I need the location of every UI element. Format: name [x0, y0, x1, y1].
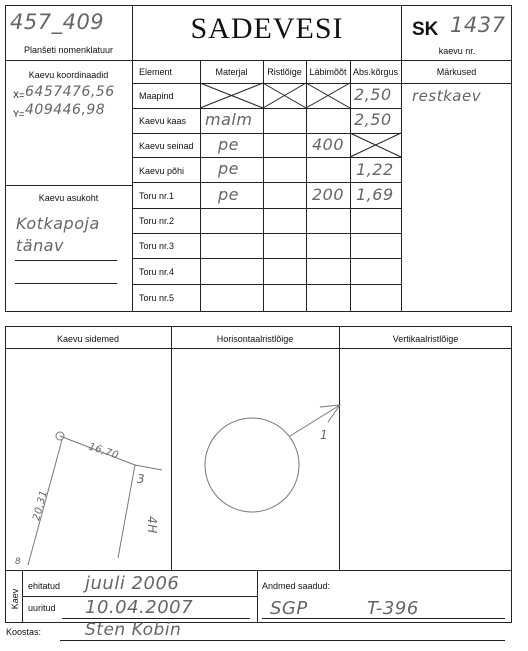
row-diameter: 200	[312, 185, 345, 204]
sketch-dim-e: 8	[15, 557, 22, 567]
row-height: 1,69	[356, 185, 394, 204]
row-element: Kaevu kaas	[139, 116, 187, 126]
page-title: SADEVESI	[190, 12, 344, 45]
sheet-label: Planšeti nomenklatuur	[23, 45, 114, 55]
location-line-2: tänav	[16, 236, 64, 255]
row-element: Toru nr.5	[139, 293, 175, 303]
row-material: pe	[218, 159, 239, 178]
coords-label: Kaevu koordinaadid	[28, 70, 109, 80]
well-no-label: kaevu nr.	[438, 46, 476, 56]
compiled-label: Koostas:	[6, 627, 42, 637]
sketch-header-connections: Kaevu sidemed	[56, 334, 120, 344]
measured-label: uuritud	[28, 603, 56, 613]
row-element: Maapind	[139, 91, 174, 101]
row-element: Toru nr.3	[139, 241, 175, 251]
row-element: Toru nr.2	[139, 216, 175, 226]
row-height: 1,22	[356, 160, 394, 179]
col-header-element: Element	[139, 67, 173, 77]
built-label: ehitatud	[28, 581, 61, 591]
col-header-notes: Märkused	[436, 67, 477, 77]
sketch-dim-b: 3	[137, 472, 146, 486]
x-label: X=	[13, 90, 25, 100]
row-notes: restkaev	[412, 87, 482, 105]
y-value: 409446,98	[25, 102, 106, 118]
row-element: Kaevu seinad	[139, 141, 194, 151]
location-line-1: Kotkapoja	[16, 214, 100, 233]
row-material: malm	[205, 110, 253, 129]
row-height: 2,50	[354, 85, 392, 104]
well-label: Kaev	[10, 588, 20, 610]
sk-number: 1437	[450, 13, 506, 37]
data-from-value: SGP	[270, 598, 308, 619]
compiled-value: Sten Kobin	[85, 620, 182, 640]
sketch-header-vertical: Vertikaalristlõige	[392, 334, 459, 344]
col-header-height: Abs.kõrgus	[352, 67, 399, 77]
y-label: Y=	[13, 109, 25, 119]
data-from-label: Andmed saadud:	[262, 581, 331, 591]
sketch-dim-a: 16,70	[87, 441, 121, 462]
row-element: Toru nr.1	[139, 191, 175, 201]
x-value: 6457476,56	[25, 84, 115, 100]
row-height: 2,50	[354, 110, 392, 129]
data-code: T-396	[367, 598, 419, 619]
sketch-arrow-label: 1	[320, 428, 329, 442]
row-element: Kaevu põhi	[139, 166, 185, 176]
row-diameter: 400	[312, 135, 345, 154]
measured-value: 10.04.2007	[85, 597, 194, 618]
row-element: Toru nr.4	[139, 267, 175, 277]
sheet-number: 457_409	[10, 10, 105, 34]
location-label: Kaevu asukoht	[38, 193, 99, 203]
sketch-header-horizontal: Horisontaalristlõige	[216, 334, 294, 344]
sk-label: SK	[412, 19, 439, 40]
col-header-section: Ristlõige	[267, 67, 302, 77]
sketch-dim-d: 4H	[144, 516, 159, 534]
row-material: pe	[218, 135, 239, 154]
row-material: pe	[218, 185, 239, 204]
sketch-dim-c: 20,31	[31, 489, 50, 522]
col-header-material: Materjal	[215, 67, 248, 77]
col-header-diameter: Läbimõõt	[309, 67, 347, 77]
built-value: juuli 2006	[85, 573, 180, 594]
